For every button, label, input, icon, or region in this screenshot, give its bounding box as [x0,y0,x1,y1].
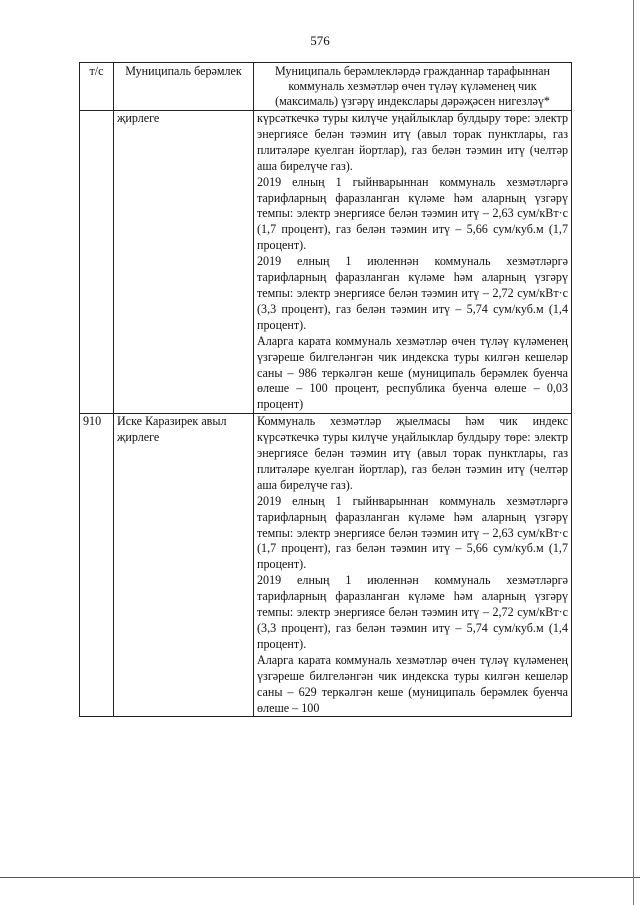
basis-paragraph: Аларга карата коммуналь хезмәтләр өчен түләү күләменең үзгәреше билгеләнгән чик индекска туры килгән кешеләр саны – 986 теркәлгән кеше (муниципаль берәмлек буенча өлеше – 100 процент, республика буенча өлеше – 0,03 процент) [257,333,568,412]
scan-edge-line-bottom [0,877,640,878]
basis-paragraph: 2019 елның 1 июленнән коммуналь хезмәтләргә тарифларның фаразланган күләме һәм аларның үзгәрү темпы: электр энергиясе белән тәэмин итү – 2,72 сум/кВт·с (3,3 процент), газ белән тәэмин итү – 5,74 сум/куб.м (1,4 процент). [257,254,568,332]
basis-paragraph: Коммуналь хезмәтләр җыелмасы һәм чик индекс күрсәткечкә туры килүче уңайлыклар булдыру төре: электр энергиясе белән тәэмин итү (авыл торак пунктлары, газ плитәләре куелган йортлар), газ белән тәэмин итү (челтәр аша бирелүче газ). [257,414,568,492]
row-municipality: җирлеге [114,111,254,414]
basis-paragraph: 2019 елның 1 гыйнварыннан коммуналь хезмәтләргә тарифларның фаразланган күләме һәм аларның үзгәрү темпы: электр энергиясе белән тәэмин итү – 2,63 сум/кВт·с (1,7 процент), газ белән тәэмин итү – 5,66 сум/куб.м (1,7 процент). [257,493,568,572]
basis-paragraph: 2019 елның 1 гыйнварыннан коммуналь хезмәтләргә тарифларның фаразланган күләме һәм аларның үзгәрү темпы: электр энергиясе белән тәэмин итү – 2,63 сум/кВт·с (1,7 процент), газ белән тәэмин итү – 5,66 сум/куб.м (1,7 процент). [257,174,568,253]
row-municipality: Иске Каразирек авыл җирлеге [114,414,254,717]
tariff-table [79,62,572,717]
basis-paragraph: күрсәткечкә туры килүче уңайлыклар булдыру төре: электр энергиясе белән тәэмин итү (авыл торак пунктлары, газ плитәләре куелган йортлар), газ белән тәэмин итү (челтәр аша бирелүче газ). [257,111,568,173]
row-basis [254,414,572,717]
table-row [80,414,572,717]
row-basis [254,111,572,414]
table-row [80,111,572,414]
header-num: т/с [80,63,114,111]
page-number: 576 [310,33,330,48]
header-basis: Муниципаль берәмлекләрдә гражданнар тарафыннан коммуналь хезмәтләр өчен түләү күләменең чик (максималь) үзгәрү индекслары дәрәҗәсен нигезләү* [254,63,572,111]
table-header-row [80,63,572,111]
row-num [80,111,114,414]
row-num: 910 [80,414,114,717]
basis-paragraph: 2019 елның 1 июленнән коммуналь хезмәтләргә тарифларның фаразланган күләме һәм аларның үзгәрү темпы: электр энергиясе белән тәэмин итү – 2,72 сум/кВт·с (3,3 процент), газ белән тәэмин итү – 5,74 сум/куб.м (1,4 процент). [257,573,568,651]
header-municipality: Муниципаль берәмлек [114,63,254,111]
scan-edge-line-right [633,0,634,905]
basis-paragraph: Аларга карата коммуналь хезмәтләр өчен түләү күләменең үзгәреше билгеләнгән чик индекска туры килгән кешеләр саны – 629 теркәлгән кеше (муниципаль берәмлек буенча өлеше – 100 [257,652,568,715]
